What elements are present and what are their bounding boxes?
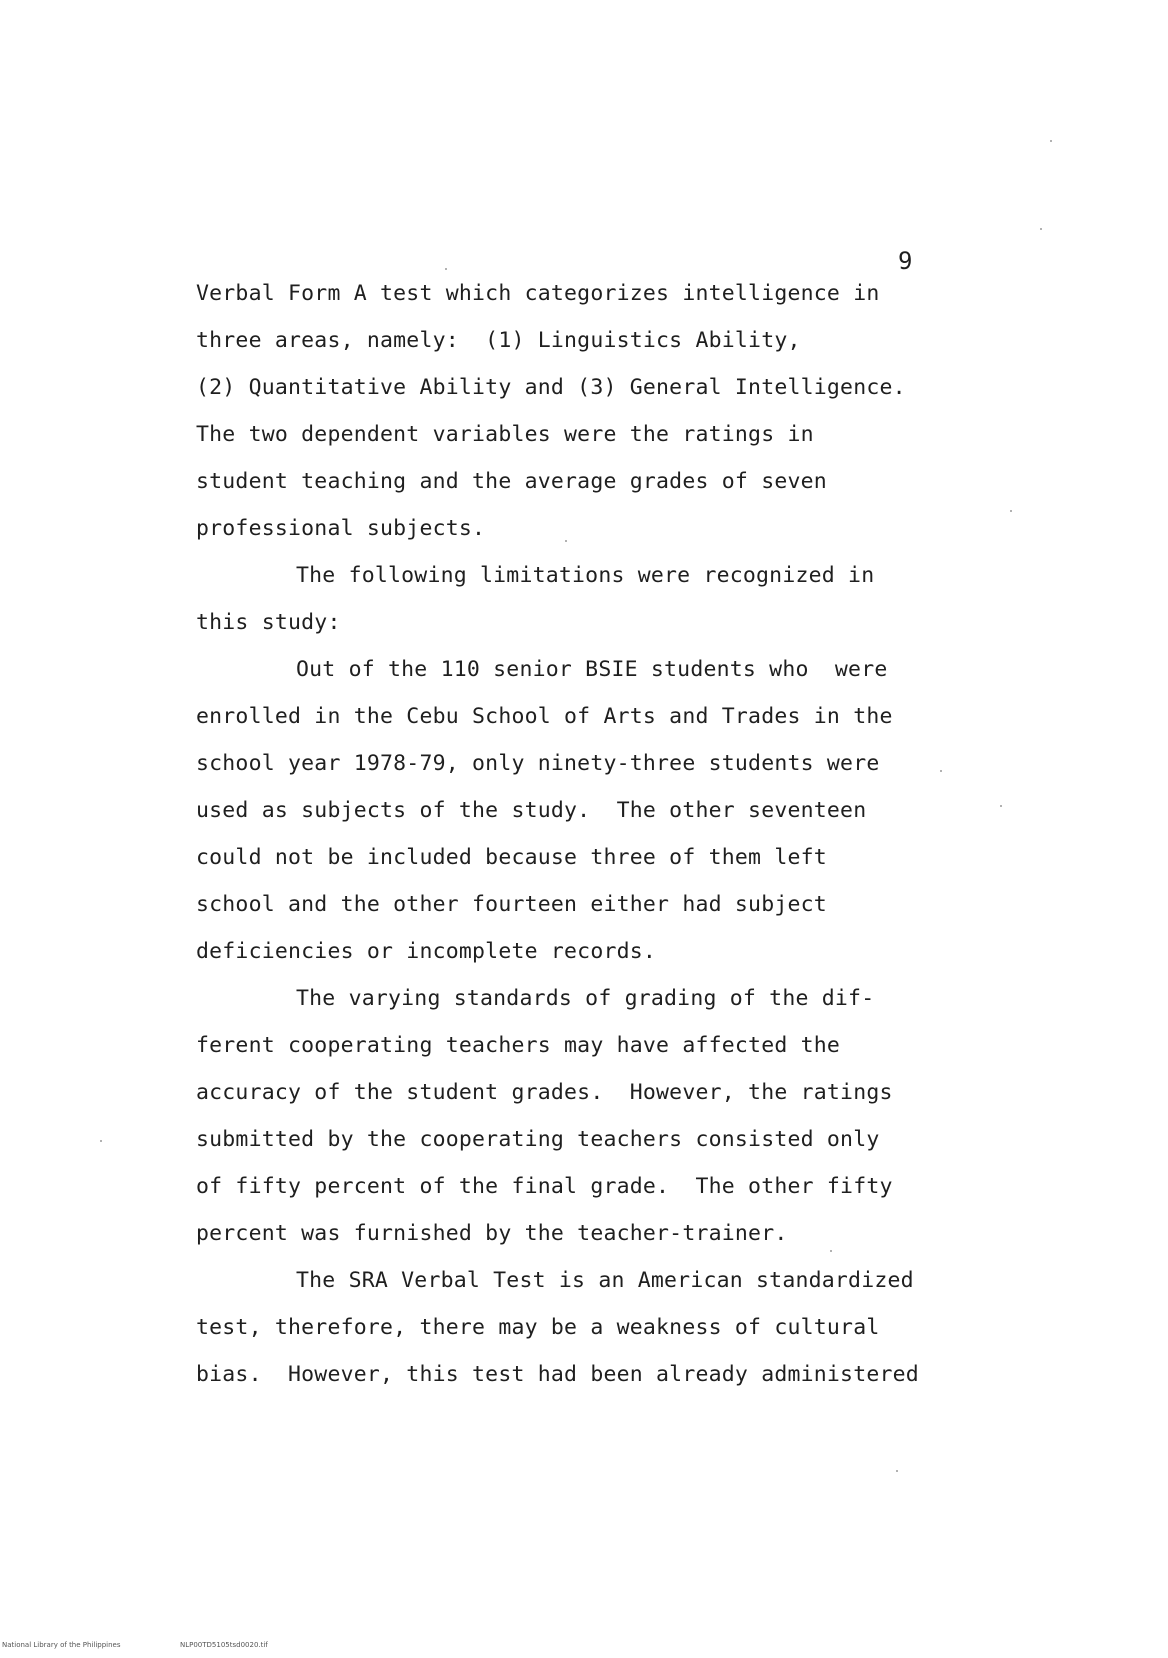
text-line: three areas, namely: (1) Linguistics Ability, — [196, 328, 801, 353]
text-line: Verbal Form A test which categorizes intelligence in — [196, 281, 880, 306]
scan-speck — [1000, 805, 1002, 807]
text-line: enrolled in the Cebu School of Arts and Trades in the — [196, 704, 893, 729]
scan-speck — [100, 1140, 102, 1142]
text-line: test, therefore, there may be a weakness of cultural — [196, 1315, 880, 1340]
scan-speck — [896, 1470, 898, 1472]
text-line: The varying standards of grading of the dif- — [296, 986, 875, 1011]
text-line: The two dependent variables were the ratings in — [196, 422, 814, 447]
scan-speck — [445, 268, 447, 270]
text-line: this study: — [196, 610, 341, 635]
text-line: accuracy of the student grades. However, the ratings — [196, 1080, 893, 1105]
text-line: The following limitations were recognized in — [296, 563, 875, 588]
text-line: bias. However, this test had been already administered — [196, 1362, 919, 1387]
scan-speck — [1050, 140, 1052, 142]
text-line: student teaching and the average grades of seven — [196, 469, 827, 494]
scan-speck — [1040, 228, 1042, 230]
text-line: school and the other fourteen either had subject — [196, 892, 827, 917]
text-line: could not be included because three of them left — [196, 845, 827, 870]
scan-speck — [565, 540, 567, 542]
text-line: used as subjects of the study. The other seventeen — [196, 798, 867, 823]
text-line: The SRA Verbal Test is an American standardized — [296, 1268, 914, 1293]
footer-file-name: NLP00TD5105tsd0020.tif — [180, 1641, 268, 1649]
text-line: percent was furnished by the teacher-trainer. — [196, 1221, 788, 1246]
text-line: Out of the 110 senior BSIE students who were — [296, 657, 888, 682]
page-number: 9 — [898, 247, 913, 275]
scan-speck — [830, 1250, 832, 1252]
scan-speck — [940, 770, 942, 772]
text-line: deficiencies or incomplete records. — [196, 939, 657, 964]
footer-library-name: National Library of the Philippines — [2, 1641, 121, 1649]
text-line: professional subjects. — [196, 516, 486, 541]
text-line: submitted by the cooperating teachers consisted only — [196, 1127, 880, 1152]
text-line: of fifty percent of the final grade. The other fifty — [196, 1174, 893, 1199]
text-line: ferent cooperating teachers may have affected the — [196, 1033, 841, 1058]
text-line: (2) Quantitative Ability and (3) General Intelligence. — [196, 375, 906, 400]
scan-speck — [1010, 510, 1012, 512]
text-line: school year 1978-79, only ninety-three students were — [196, 751, 880, 776]
